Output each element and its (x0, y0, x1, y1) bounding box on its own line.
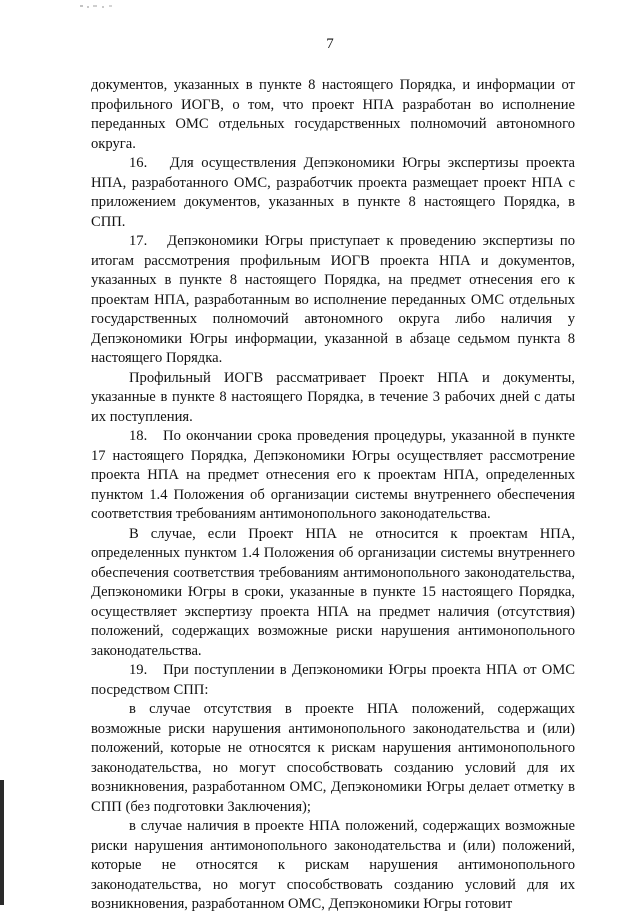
page-number: 7 (326, 36, 334, 52)
scan-edge-shadow (0, 780, 4, 905)
paragraph-item-17-review: Профильный ИОГВ рассматривает Проект НПА и документы, указанные в пункте 8 настоящего Порядка, в течение 3 рабочих дней с даты их поступления. (91, 369, 575, 425)
paragraph-item-19: 19. При поступлении в Депэкономики Югры проекта НПА от ОМС посредством СПП: (91, 662, 575, 698)
paragraph-item-17: 17. Депэкономики Югры приступает к проведению экспертизы по итогам рассмотрения профильным ИОГВ проекта НПА и документов, указанных в пункте 8 настоящего Порядка, на предмет отнесения его к проектам НПА, разработанным во исполнение переданных ОМС отдельных государственных полномочий автономного округа либо наличия у Депэкономики Югры информации, указанной в абзаце седьмом пункта 8 настоящего Порядка. (91, 233, 575, 366)
paragraph-item-19-absence: в случае отсутствия в проекте НПА положений, содержащих возможные риски нарушения антимонопольного законодательства и (или) положений, которые не относятся к рискам нарушения антимонопольного законодательства, но могут способствовать созданию условий для их возникновения, разработанном ОМС, Депэкономики Югры делает отметку в СПП (без подготовки Заключения); (91, 701, 575, 815)
paragraph-item-18: 18. По окончании срока проведения процедуры, указанной в пункте 17 настоящего Порядка, Депэкономики Югры осуществляет рассмотрение проекта НПА на предмет отнесения его к проектам НПА, определенных пунктом 1.4 Положения об организации системы внутреннего обеспечения соответствия требованиям антимонопольного законодательства. (91, 428, 575, 522)
paragraph-continuation: документов, указанных в пункте 8 настоящего Порядка, и информации от профильного ИОГВ, о том, что проект НПА разработан во исполнение переданных ОМС отдельных государственных полномочий автономного округа. (91, 77, 575, 152)
paragraph-item-19-presence: в случае наличия в проекте НПА положений, содержащих возможные риски нарушения антимонопольного законодательства и (или) положений, которые не относятся к рискам нарушения антимонопольного законодательства, но могут способствовать созданию условий для их возникновения, разработанном ОМС, Депэкономики Югры готовит (91, 818, 575, 912)
paragraph-item-18-case: В случае, если Проект НПА не относится к проектам НПА, определенных пунктом 1.4 Положения об организации системы внутреннего обеспечения соответствия требованиям антимонопольного законодательства, Депэкономики Югры в сроки, указанные в пункте 15 настоящего Порядка, осуществляет экспертизу проекта НПА на предмет наличия (отсутствия) положений, содержащих возможные риски нарушения антимонопольного законодательства. (91, 525, 575, 659)
scan-artifact (78, 2, 138, 10)
paragraph-item-16: 16. Для осуществления Депэкономики Югры экспертизы проекта НПА, разработанного ОМС, разработчик проекта размещает проект НПА с приложением документов, указанных в пункте 8 настоящего Порядка, в СПП. (91, 155, 575, 230)
document-body (91, 76, 575, 915)
